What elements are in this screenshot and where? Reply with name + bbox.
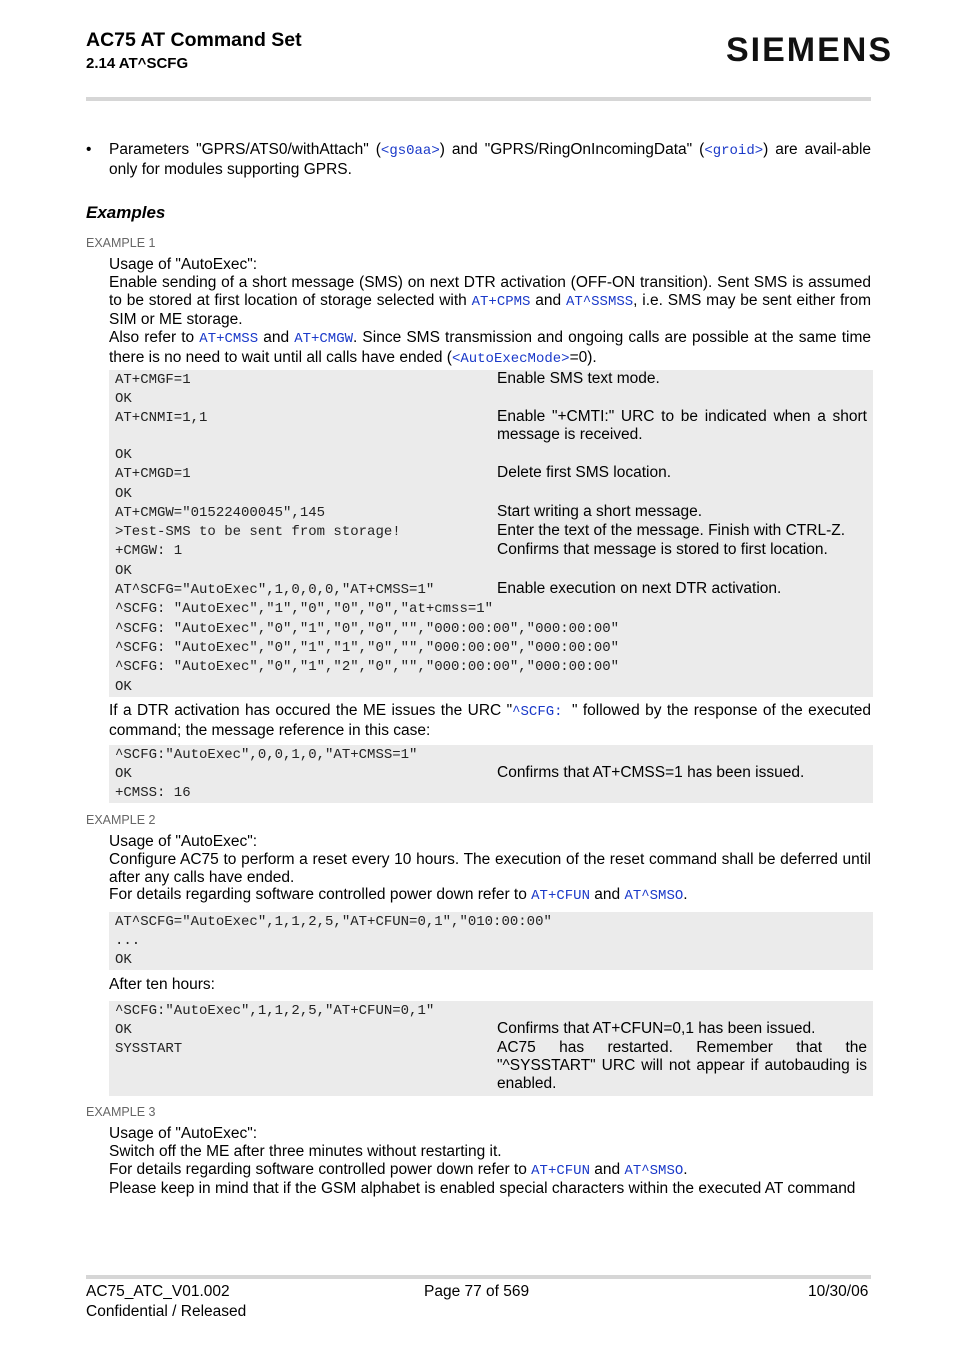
cmgw-link[interactable]: AT+CMGW (294, 331, 354, 348)
gs0aa-link[interactable]: <gs0aa> (380, 143, 440, 159)
code-line: AT+CMGD=1 (115, 466, 191, 482)
code-line: AT+CMGF=1 (115, 372, 191, 388)
example-2-text: Usage of "AutoExec": Configure AC75 to perform a reset every 10 hours. The execution of the reset command shall be deferred until after any calls have ended. For details regarding software controlled power down refer to AT+CFUN and AT^SMSO. (109, 833, 871, 905)
footer-confidential: Confidential / Released (86, 1303, 247, 1320)
code-line: +CMGW: 1 (115, 543, 183, 559)
siemens-logo: SIEMENS (726, 31, 894, 69)
code-line: OK (115, 1022, 132, 1038)
code-line: ^SCFG: "AutoExec","0","1","1","0","","000:00:00","000:00:00" (115, 640, 620, 656)
autoexecmode-link[interactable]: <AutoExecMode> (451, 350, 570, 367)
code-description: Confirms that AT+CFUN=0,1 has been issued. (497, 1020, 816, 1037)
smso-link[interactable]: AT^SMSO (624, 888, 684, 905)
code-line: OK (115, 952, 132, 968)
example-2-restart-code-block (109, 1001, 873, 1096)
code-line: ^SCFG: "AutoExec","0","1","2","0","","000:00:00","000:00:00" (115, 659, 620, 675)
code-description: Enter the text of the message. Finish with CTRL-Z. (497, 522, 846, 539)
scfg-urc-link[interactable]: ^SCFG: (512, 704, 572, 720)
code-line: AT^SCFG="AutoExec",1,1,2,5,"AT+CFUN=0,1","010:00:00" (115, 914, 552, 930)
example-2-label: EXAMPLE 2 (86, 813, 156, 827)
cfun-link[interactable]: AT+CFUN (531, 1162, 590, 1179)
example-1-label: EXAMPLE 1 (86, 236, 156, 250)
code-description: Start writing a short message. (497, 503, 703, 520)
example-1-text: Usage of "AutoExec": Enable sending of a short message (SMS) on next DTR activation (OFF-ON transition). Sent SMS is assumed to be stored at first location of storage selected with AT+CPMS and AT^SSMSS, i.e. SMS may be sent either from SIM or ME storage. Also refer to AT+CMSS and AT+CMGW. Since SMS transmission and ongoing calls are possible at the same time there is no need to wait until all calls have ended (<AutoExecMode>=0). (109, 256, 872, 367)
example-1-urc-code-block (109, 745, 873, 803)
footer-date: 10/30/06 (808, 1283, 869, 1300)
code-line: OK (115, 486, 132, 502)
code-line: OK (115, 447, 132, 463)
footer-doc-id: AC75_ATC_V01.002 (86, 1283, 230, 1300)
code-line: OK (115, 679, 132, 695)
footer-divider (86, 1275, 871, 1279)
code-line: AT^SCFG="AutoExec",1,0,0,0,"AT+CMSS=1" (115, 582, 435, 598)
header-divider (86, 97, 871, 101)
ssmss-link[interactable]: AT^SSMSS (565, 293, 634, 310)
code-description: Delete first SMS location. (497, 464, 672, 481)
code-line: >Test-SMS to be sent from storage! (115, 524, 401, 540)
code-line: OK (115, 391, 132, 407)
bullet-marker: • (86, 141, 92, 158)
code-line: ^SCFG:"AutoExec",0,0,1,0,"AT+CMSS=1" (115, 747, 418, 763)
gprs-note: Parameters "GPRS/ATS0/withAttach" (<gs0aa>) and "GPRS/RingOnIncomingData" (<groid>) are avail-able only for modules supporting GPRS. (109, 141, 872, 178)
document-title: AC75 AT Command Set (86, 29, 302, 51)
code-description: Enable "+CMTI:" URC to be indicated when a short message is received. (497, 408, 867, 443)
code-line: ^SCFG: "AutoExec","0","1","0","0","","000:00:00","000:00:00" (115, 621, 620, 637)
code-line: ... (115, 933, 141, 949)
code-description: Enable SMS text mode. (497, 370, 660, 387)
code-line: ^SCFG:"AutoExec",1,1,2,5,"AT+CFUN=0,1" (115, 1003, 435, 1019)
code-line: OK (115, 563, 132, 579)
code-line: +CMSS: 16 (115, 785, 191, 801)
cmss-link[interactable]: AT+CMSS (199, 331, 259, 348)
example-3-label: EXAMPLE 3 (86, 1105, 156, 1119)
code-line: ^SCFG: "AutoExec","1","0","0","0","at+cmss=1" (115, 601, 494, 617)
code-description: Confirms that AT+CMSS=1 has been issued. (497, 764, 805, 781)
after-ten-hours: After ten hours: (109, 976, 215, 993)
code-description: AC75 has restarted. Remember that the "^SYSSTART" URC will not appear if autobauding is enabled. (497, 1039, 867, 1092)
cfun-link[interactable]: AT+CFUN (531, 888, 590, 905)
cpms-link[interactable]: AT+CPMS (471, 293, 531, 310)
code-description: Confirms that message is stored to first location. (497, 541, 828, 558)
code-line: AT+CNMI=1,1 (115, 410, 208, 426)
examples-heading: Examples (86, 203, 166, 222)
code-line: OK (115, 766, 132, 782)
footer-page-number: Page 77 of 569 (424, 1283, 530, 1300)
code-line: SYSSTART (115, 1041, 183, 1057)
groid-link[interactable]: <groid> (704, 143, 764, 159)
smso-link[interactable]: AT^SMSO (624, 1162, 684, 1179)
example-3-text: Usage of "AutoExec": Switch off the ME after three minutes without restarting it. For details regarding software controlled power down refer to AT+CFUN and AT^SMSO. Please keep in mind that if the GSM alphabet is enabled special characters within the executed AT command (109, 1125, 856, 1198)
code-line: AT+CMGW="01522400045",145 (115, 505, 326, 521)
example-1-code-block (109, 370, 873, 697)
example-2-code-block (109, 912, 873, 970)
section-title: 2.14 AT^SCFG (86, 55, 189, 72)
urc-note: If a DTR activation has occured the ME issues the URC "^SCFG: " followed by the response of the executed command; the message reference in this case: (109, 702, 871, 739)
code-description: Enable execution on next DTR activation. (497, 580, 782, 597)
